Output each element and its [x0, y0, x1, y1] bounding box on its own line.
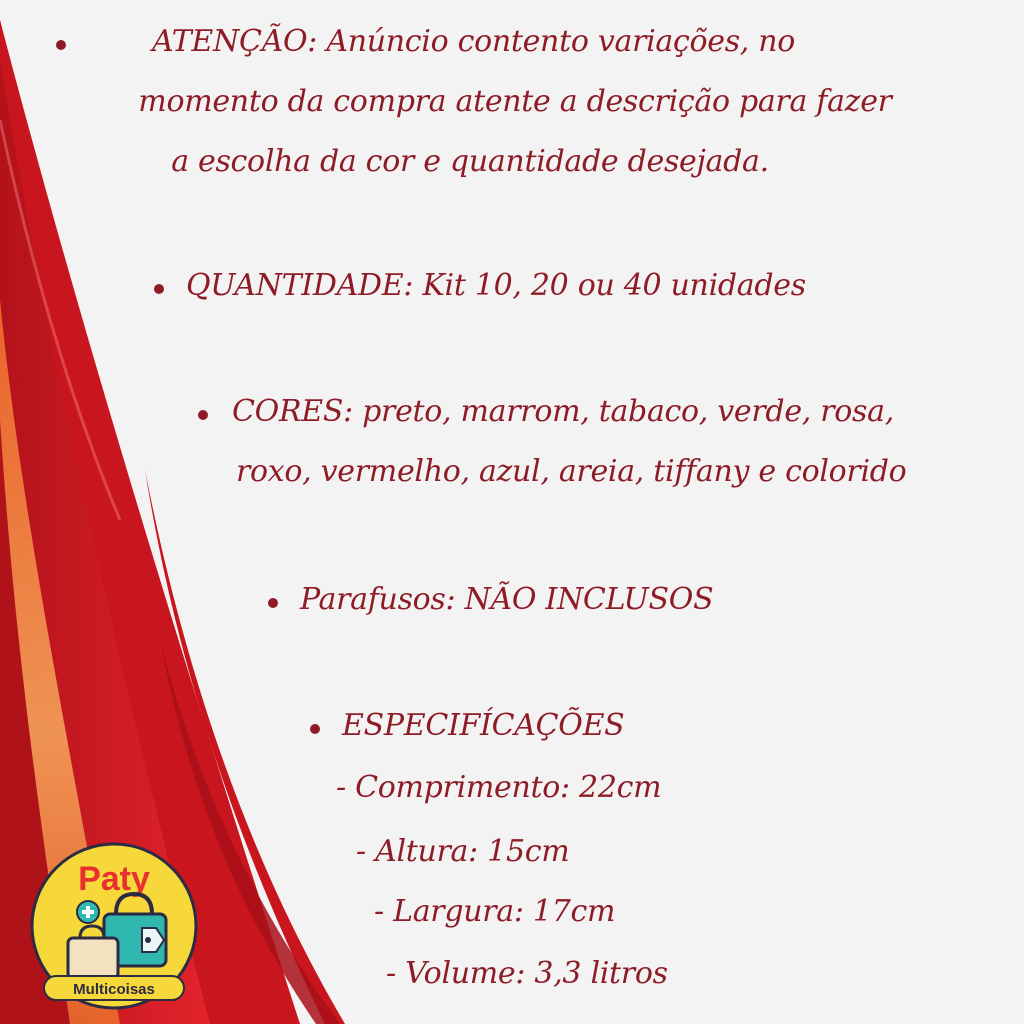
especificacoes-title: ESPECIFÍCAÇÕES [342, 708, 625, 743]
bullet [56, 40, 66, 50]
spec-volume: - Volume: 3,3 litros [386, 956, 668, 991]
cores-line-2: roxo, vermelho, azul, areia, tiffany e colorido [236, 454, 907, 489]
logo [30, 842, 198, 1010]
spec-altura: - Altura: 15cm [356, 834, 570, 869]
logo-subtitle: Multicoisas [73, 981, 155, 998]
bullet [310, 724, 320, 734]
attention-line-2: momento da compra atente a descrição para fazer [138, 84, 892, 119]
plus-icon [77, 901, 99, 923]
bullet [198, 410, 208, 420]
bullet [154, 284, 164, 294]
bullet [268, 598, 278, 608]
parafusos-text: Parafusos: NÃO INCLUSOS [300, 582, 714, 617]
logo-name: Paty [78, 860, 150, 898]
attention-line-1: ATENÇÃO: Anúncio contento variações, no [152, 24, 796, 59]
cores-line-1: CORES: preto, marrom, tabaco, verde, rosa, [232, 394, 894, 429]
spec-largura: - Largura: 17cm [374, 894, 616, 929]
attention-line-3: a escolha da cor e quantidade desejada. [171, 144, 769, 179]
spec-comprimento: - Comprimento: 22cm [336, 770, 662, 805]
quantidade-text: QUANTIDADE: Kit 10, 20 ou 40 unidades [186, 268, 806, 303]
